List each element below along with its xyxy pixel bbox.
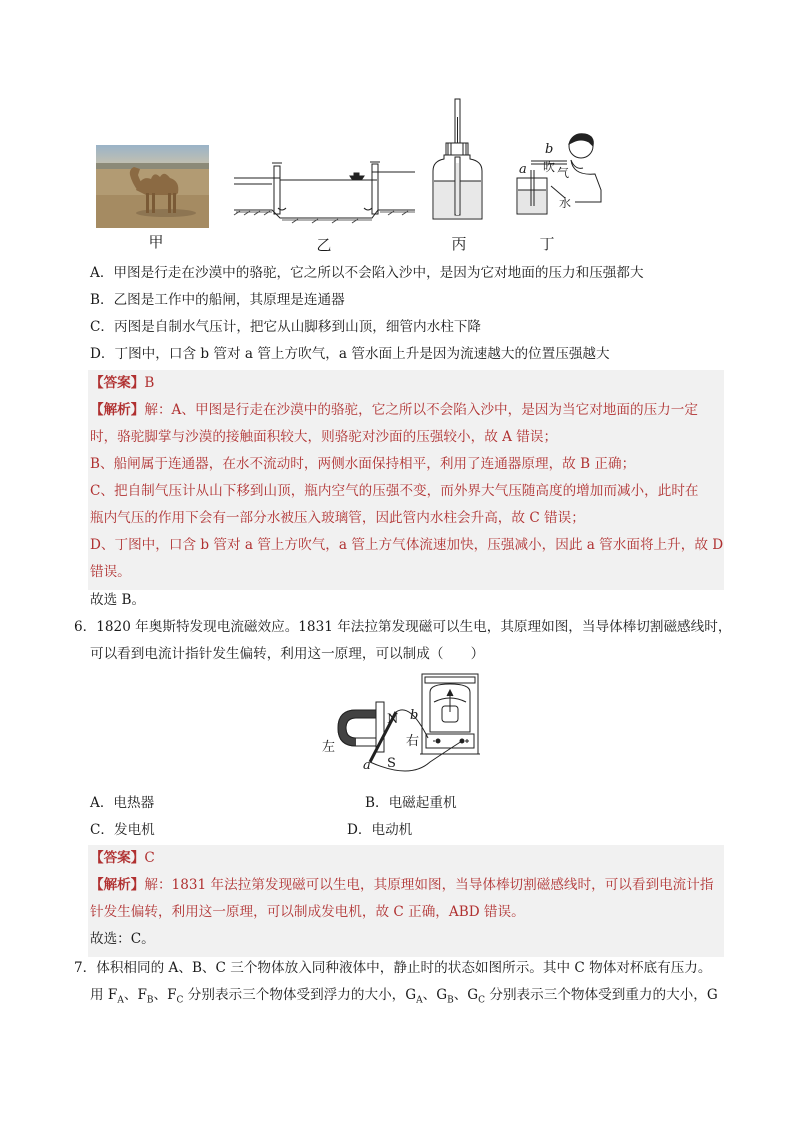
q5-analysis-line-3: B、船闸属于连通器，在水不流动时，两侧水面保持相平，利用了连通器原理，故 B 正确； (90, 456, 636, 472)
blowing-tube-diagram (515, 130, 605, 220)
q5-option-b: B．乙图是工作中的船闸，其原理是连通器 (90, 292, 345, 308)
fig6-label-right: 右 (406, 734, 420, 749)
fig6-label-n: N (387, 712, 399, 727)
figure-label-jia: 甲 (148, 233, 164, 251)
q5-analysis-line-4: C、把自制气压计从山下移到山顶，瓶内空气的压强不变，而外界大气压随高度的增加而减小，此时在 (90, 483, 699, 499)
ding-label-a: a (519, 162, 527, 177)
q7-stem-line-1: 7．体积相同的 A、B、C 三个物体放入同种液体中，静止时的状态如图所示。其中 C 物体对杯底有压力。 (74, 960, 712, 976)
ding-label-b: b (545, 142, 554, 157)
figure-label-bing: 丙 (451, 235, 467, 253)
q6-conclusion: 故选：C。 (90, 931, 155, 947)
q6-option-b: B．电磁起重机 (365, 795, 457, 811)
ding-label-water: 水 (559, 196, 572, 210)
q6-option-c: C．发电机 (90, 822, 155, 838)
bottle-barometer-diagram (430, 97, 485, 224)
q6-stem-line-2: 可以看到电流计指针发生偏转，利用这一原理，可以制成（ ） (90, 646, 485, 662)
q5-option-a: A．甲图是行走在沙漠中的骆驼，它之所以不会陷入沙中，是因为它对地面的压力和压强都大 (90, 265, 644, 281)
q5-analysis-line-1: 【解析】解：A、甲图是行走在沙漠中的骆驼，它之所以不会陷入沙中，是因为当它对地面的压力一定 (90, 402, 698, 418)
ding-label-blow: 吹 (543, 160, 556, 174)
figure-label-ding: 丁 (539, 235, 555, 253)
fig6-label-a: a (363, 758, 371, 773)
figure-label-yi: 乙 (316, 236, 332, 254)
fig6-label-left: 左 (322, 740, 336, 755)
q5-answer: 【答案】B (90, 375, 155, 391)
q6-option-a: A．电热器 (90, 795, 155, 811)
ship-lock-diagram (232, 160, 417, 225)
q5-analysis-line-2: 时，骆驼脚掌与沙漠的接触面积较大，则骆驼对沙面的压强较小，故 A 错误； (90, 429, 558, 445)
q5-option-c: C．丙图是自制水气压计，把它从山脚移到山顶，细管内水柱下降 (90, 319, 482, 335)
q5-option-d: D．丁图中，口含 b 管对 a 管上方吹气，a 管水面上升是因为流速越大的位置压强越大 (90, 346, 610, 362)
q5-conclusion: 故选 B。 (90, 592, 146, 608)
q6-option-d: D．电动机 (347, 822, 413, 838)
q5-analysis-line-5: 瓶内气压的作用下会有一部分水被压入玻璃管，因此管内水柱会升高，故 C 错误； (90, 510, 585, 526)
fig6-label-s: S (387, 756, 396, 771)
q5-analysis-line-6: D、丁图中，口含 b 管对 a 管上方吹气，a 管上方气体流速加快，压强减小，因此 a 管水面将上升，故 D (90, 537, 724, 553)
induction-experiment-diagram (322, 672, 480, 780)
camel-photo (96, 145, 209, 228)
q7-stem-line-2: 用 $F_A$、$F_B$、$F_C$ 分别表示三个物体受到浮力的大小，$G_A$、$G_B$、$G_C$ 分别表示三个物体受到重力的大小，G (90, 987, 718, 1006)
q6-answer: 【答案】C (90, 850, 155, 866)
q6-analysis-line-2: 针发生偏转，利用这一原理，可以制成发电机，故 C 正确，ABD 错误。 (90, 904, 525, 920)
q6-analysis-line-1: 【解析】解：1831 年法拉第发现磁可以生电，其原理如图，当导体棒切割磁感线时，可以看到电流计指 (90, 877, 714, 893)
q6-stem-line-1: 6．1820 年奥斯特发现电流磁效应。1831 年法拉第发现磁可以生电，其原理如图，当导体棒切割磁感线时， (74, 619, 732, 635)
fig6-label-b: b (410, 708, 419, 723)
ding-label-qi: 气 (557, 166, 570, 180)
q5-analysis-line-7: 错误。 (90, 564, 131, 580)
